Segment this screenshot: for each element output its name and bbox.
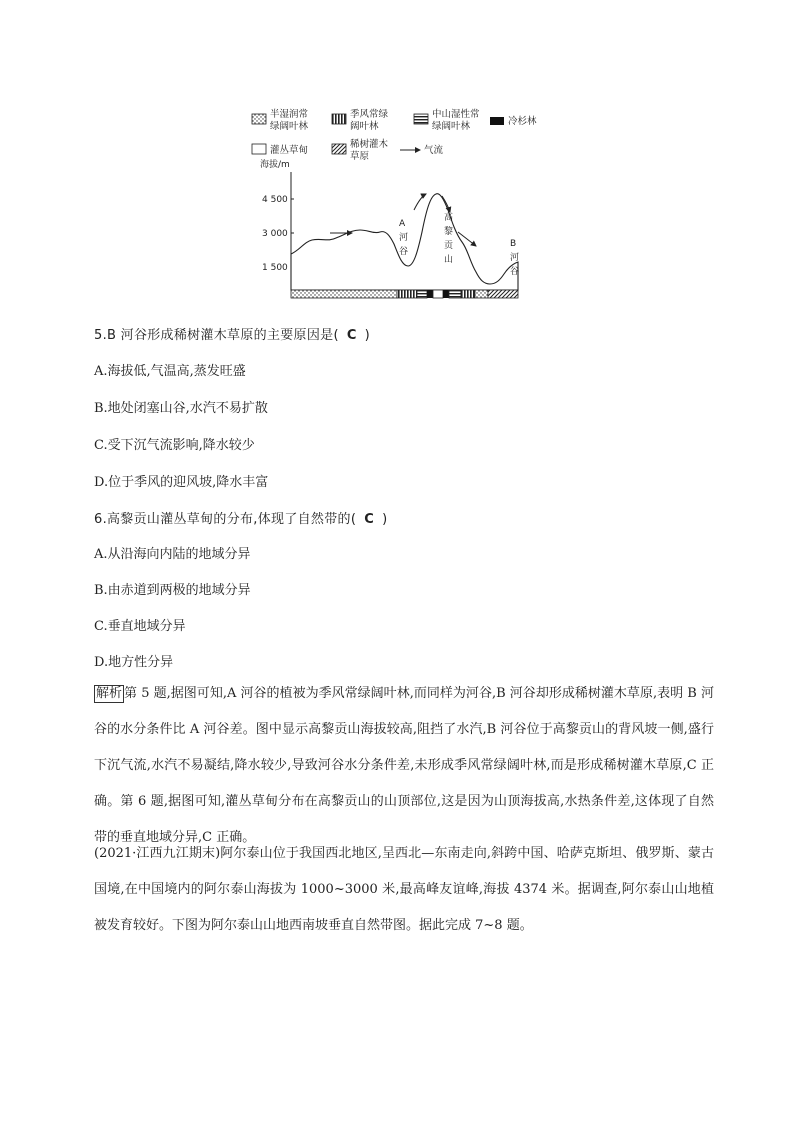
q5-option-d: D.位于季风的迎风坡,降水丰富 (94, 475, 269, 490)
analysis-paragraph (94, 676, 714, 856)
question-5-answer: C (346, 328, 357, 343)
y-tick-4500: 4 500 (262, 195, 288, 205)
legend-label-sparse-shrub-1: 稀树灌木 (350, 139, 389, 150)
legend-label-monsoon-2: 阔叶林 (350, 121, 379, 132)
q6-option-d: D.地方性分异 (94, 655, 174, 670)
legend-label-cold-fir: 冷杉林 (508, 116, 537, 127)
label-peak-3: 贡 (444, 241, 454, 251)
legend-label-mid-mountain-2: 绿阔叶林 (432, 121, 471, 132)
q5-option-b: B.地处闭塞山谷,水汽不易扩散 (94, 401, 268, 416)
intro-paragraph: (2021·江西九江期末)阿尔泰山位于我国西北地区,呈西北—东南走向,斜跨中国、哈萨克斯坦、俄罗斯、蒙古国境,在中国境内的阿尔泰山海拔为 1000~3000 米,最高峰友谊峰,海拔 4374 米。据调查,阿尔泰山山地植被发育较好。下图为阿尔泰山山地西南坡垂直自然带图。据此完成 7~8 题。 (94, 846, 714, 933)
y-tick-1500: 1 500 (262, 263, 288, 273)
band-mid-mountain-left (417, 290, 427, 298)
q5-option-c: C.受下沉气流影响,降水较少 (94, 438, 255, 453)
label-peak-1: 高 (444, 213, 454, 223)
label-b-3: 谷 (510, 267, 520, 277)
q5-option-a: A.海拔低,气温高,蒸发旺盛 (94, 364, 246, 379)
legend-swatch-monsoon (332, 114, 346, 124)
y-tick-3000: 3 000 (262, 229, 288, 239)
question-6 (94, 508, 387, 527)
vegetation-profile-figure (248, 104, 548, 304)
label-a-1: A (399, 219, 406, 229)
question-5-stem: 5.B 河谷形成稀树灌木草原的主要原因是( (94, 328, 339, 343)
question-6-stem: 6.高黎贡山灌丛草甸的分布,体现了自然带的( (94, 512, 357, 527)
label-b-1: B (510, 239, 517, 249)
band-monsoon (397, 290, 417, 298)
airflow-arrow-rising (414, 194, 426, 210)
legend-label-shrub-meadow: 灌丛草甸 (270, 145, 309, 156)
band-shrub-meadow (433, 290, 443, 298)
profile-svg (248, 104, 548, 304)
band-sparse-shrub (488, 290, 518, 298)
legend-label-monsoon-1: 季风常绿 (350, 109, 389, 120)
label-peak-2: 黎 (444, 227, 454, 237)
q6-option-a: A.从沿海向内陆的地域分异 (94, 547, 251, 562)
legend-swatch-mid-mountain (414, 114, 428, 124)
band-monsoon-right (461, 290, 475, 298)
band-semi-humid-right (475, 290, 488, 298)
question-6-answer: C (364, 512, 375, 527)
q6-option-c: C.垂直地域分异 (94, 619, 186, 634)
band-semi-humid (291, 290, 397, 298)
label-a-2: 河 (399, 233, 409, 243)
label-peak-4: 山 (444, 255, 454, 265)
legend-label-mid-mountain-1: 中山湿性常 (432, 109, 480, 120)
legend-swatch-shrub-meadow (252, 144, 266, 154)
label-b-2: 河 (510, 253, 520, 263)
legend-label-semi-humid-2: 绿阔叶林 (270, 121, 309, 132)
analysis-text: 第 5 题,据图可知,A 河谷的植被为季风常绿阔叶林,而同样为河谷,B 河谷却形成稀树灌木草原,表明 B 河谷的水分条件比 A 河谷差。图中显示高黎贡山海拔较高,阻挡了水汽,B 河谷位于高黎贡山的背风坡一侧,盛行下沉气流,水汽不易凝结,降水较少,导致河谷水分条件差,未形成季风常绿阔叶林,而是形成稀树灌木草原,C 正确。第 6 题,据图可知,灌丛草甸分布在高黎贡山的山顶部位,这是因为山顶海拔高,水热条件差,这体现了自然带的垂直地域分异,C 正确。 (94, 686, 714, 845)
legend-label-semi-humid-1: 半湿润常 (270, 109, 309, 120)
legend-swatch-sparse-shrub (332, 144, 346, 154)
analysis-tag: 解析 (96, 686, 123, 701)
label-a-3: 谷 (399, 247, 409, 257)
legend-label-sparse-shrub-2: 草原 (350, 151, 370, 162)
legend-swatch-cold-fir (490, 117, 504, 125)
question-5-close: ) (364, 328, 371, 343)
question-5 (94, 324, 370, 343)
legend-label-airflow: 气流 (424, 145, 444, 156)
question-6-close: ) (382, 512, 388, 527)
band-mid-mountain-right (449, 290, 461, 298)
legend-swatch-semi-humid (252, 114, 266, 124)
q6-option-b: B.由赤道到两极的地域分异 (94, 583, 251, 598)
y-axis-title: 海拔/m (260, 160, 290, 170)
band-cold-fir-right (443, 290, 449, 298)
band-cold-fir-left (427, 290, 433, 298)
